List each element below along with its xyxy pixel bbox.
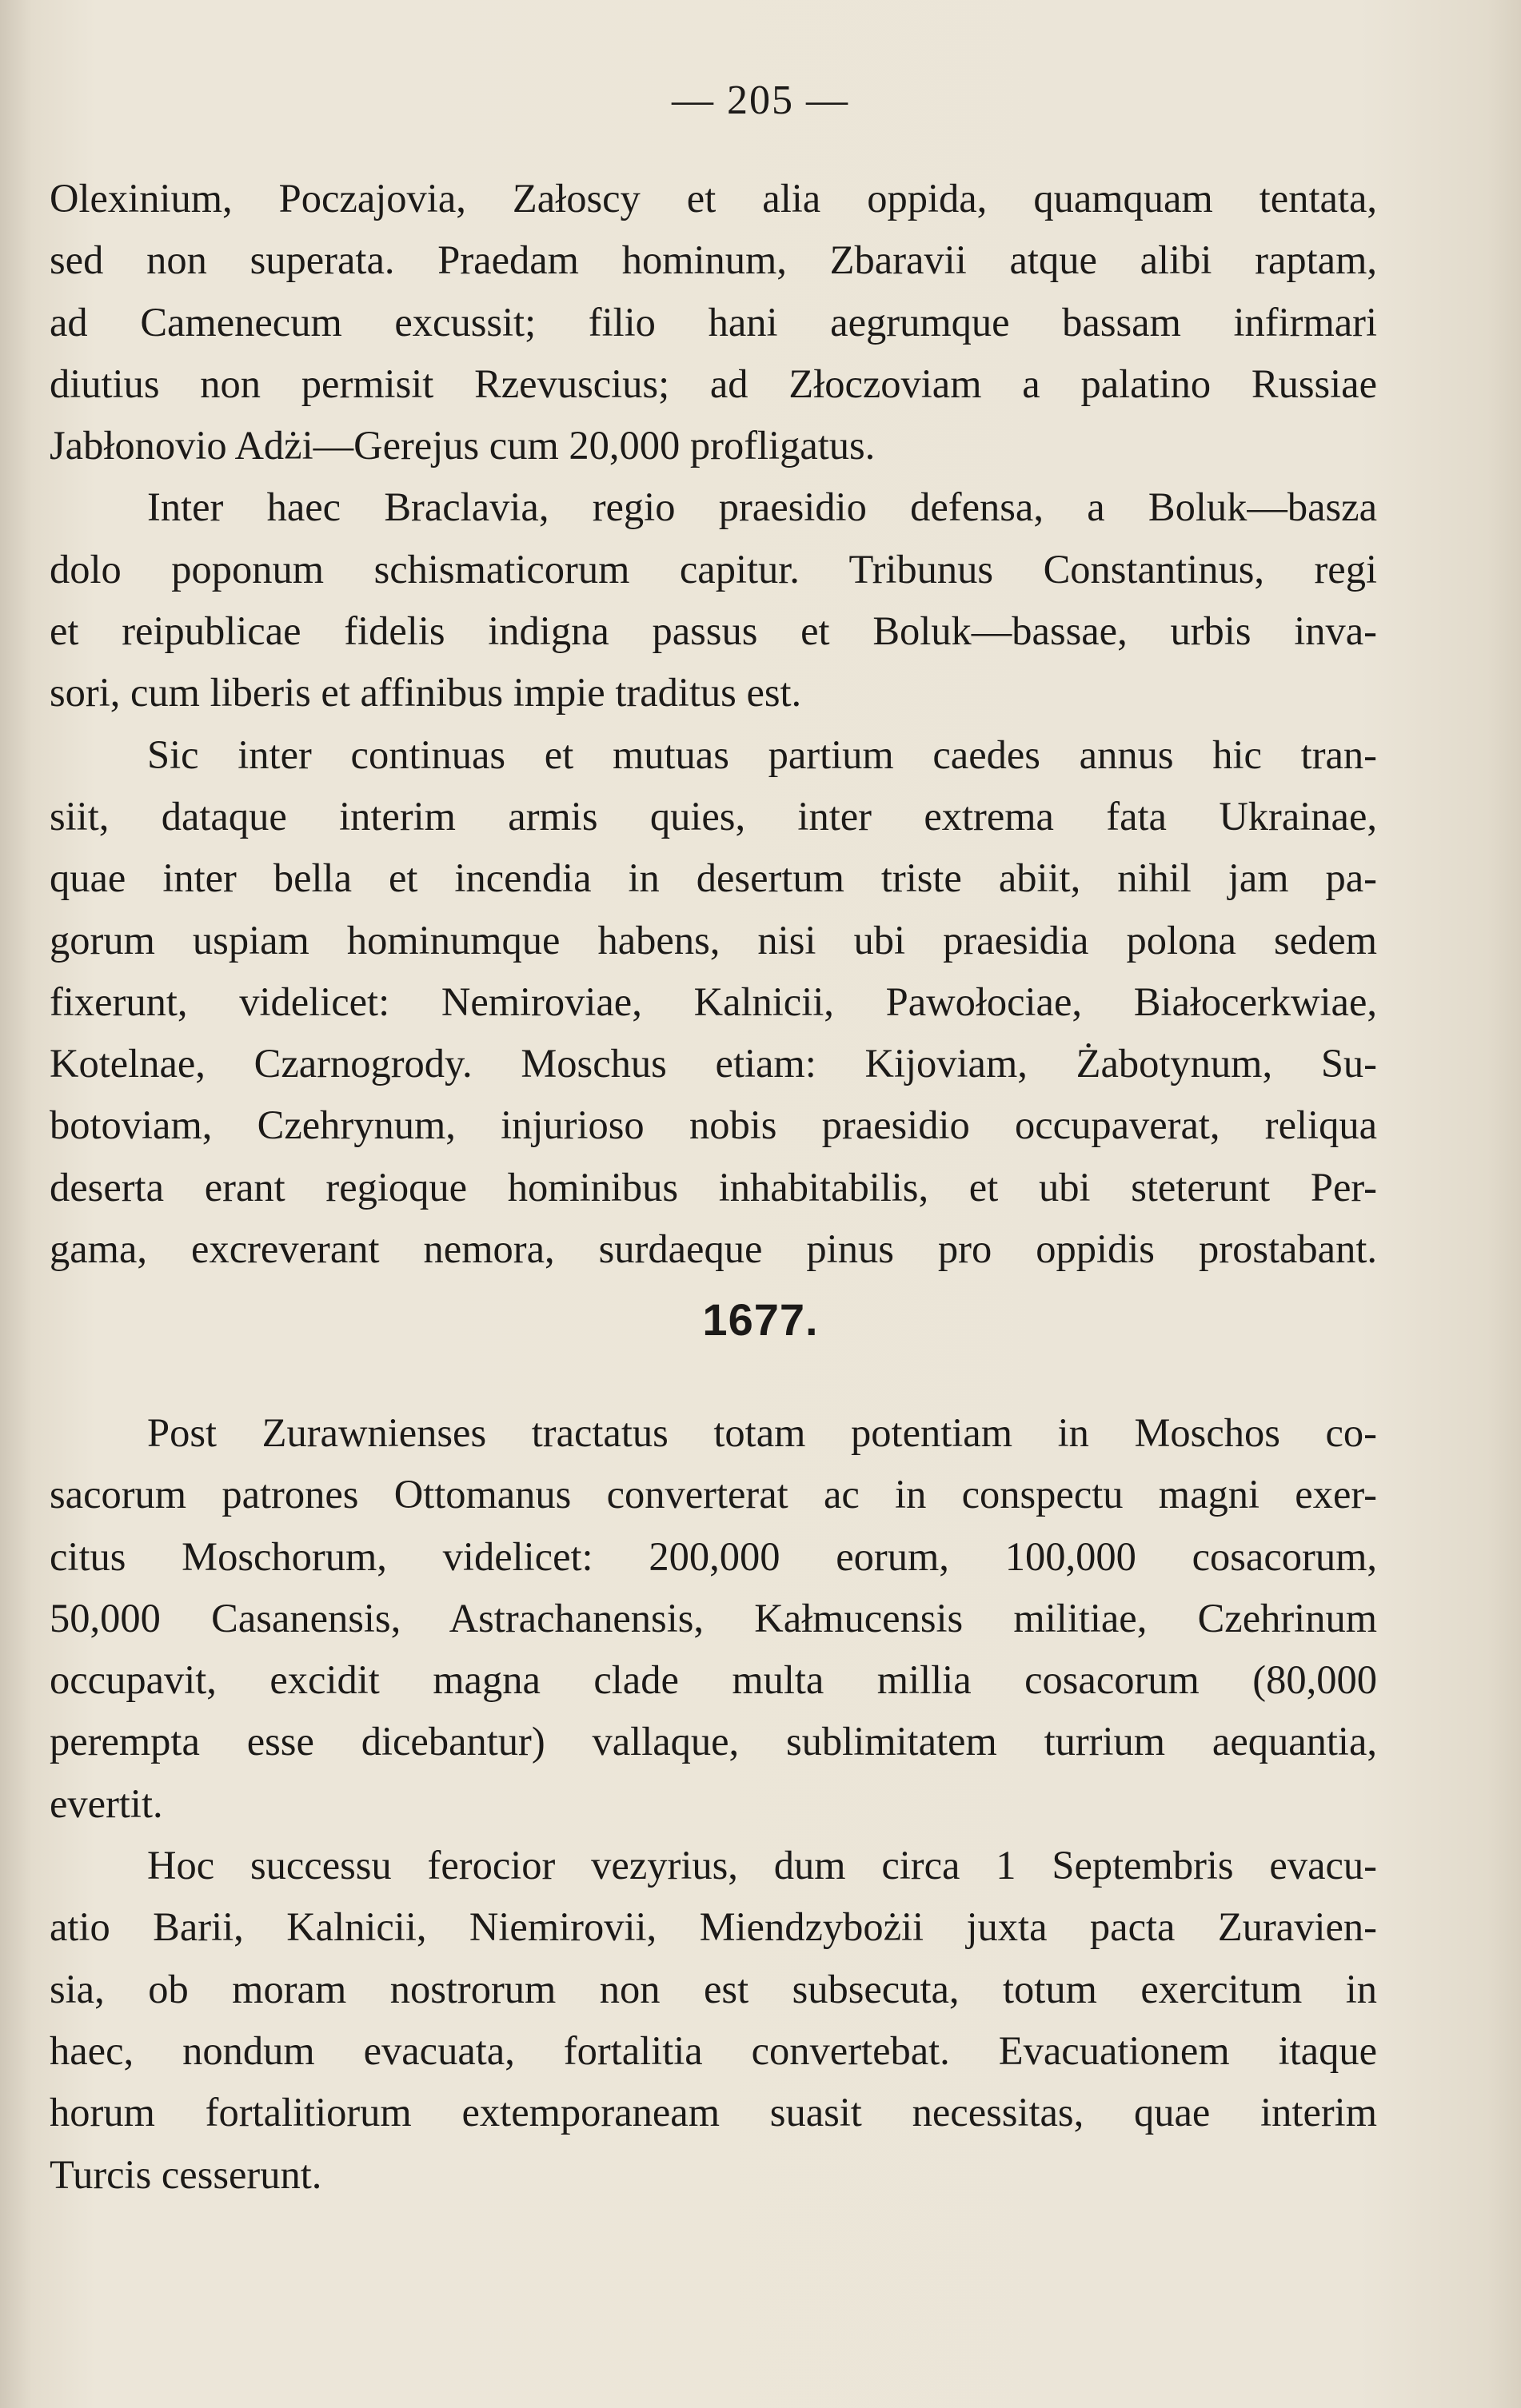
text-section-2 — [50, 1402, 1377, 2206]
text-line: sacorum patrones Ottomanus converterat ac in conspectu magni exer- — [50, 1472, 1377, 1517]
text-line: atio Barii, Kalnicii, Niemirovii, Miendzybożii juxta pacta Zuravien- — [50, 1904, 1377, 1950]
paragraph-start-line: Post Zurawnienses tractatus totam potentiam in Moschos co- — [147, 1410, 1377, 1455]
text-line: Turcis cesserunt. — [50, 2151, 322, 2197]
text-line: siit, dataque interim armis quies, inter extrema fata Ukrainae, — [50, 793, 1377, 839]
text-line: et reipublicae fidelis indigna passus et Boluk—bassae, urbis inva- — [50, 608, 1377, 654]
text-line: ad Camenecum excussit; filio hani aegrumque bassam infirmari — [50, 299, 1377, 345]
text-line: sori, cum liberis et affinibus impie traditus est. — [50, 670, 802, 716]
text-line: diutius non permisit Rzevuscius; ad Złoczoviam a palatino Russiae — [50, 361, 1377, 406]
paragraph-start-line: Sic inter continuas et mutuas partium caedes annus hic tran- — [147, 732, 1377, 777]
text-line: Kotelnae, Czarnogrody. Moschus etiam: Kijoviam, Żabotynum, Su- — [50, 1041, 1377, 1086]
paragraph-start-line: Hoc successu ferocior vezyrius, dum circa 1 Septembris evacu- — [147, 1843, 1377, 1888]
text-line: perempta esse dicebantur) vallaque, sublimitatem turrium aequantia, — [50, 1719, 1377, 1764]
text-line: gorum uspiam hominumque habens, nisi ubi praesidia polona sedem — [50, 917, 1377, 963]
text-line: occupavit, excidit magna clade multa millia cosacorum (80,000 — [50, 1657, 1377, 1703]
text-line: haec, nondum evacuata, fortalitia convertebat. Evacuationem itaque — [50, 2027, 1377, 2073]
text-line: dolo poponum schismaticorum capitur. Tribunus Constantinus, regi — [50, 546, 1377, 592]
text-line: citus Moschorum, videlicet: 200,000 eorum, 100,000 cosacorum, — [50, 1533, 1377, 1579]
text-line: deserta erant regioque hominibus inhabitabilis, et ubi steterunt Per- — [50, 1164, 1377, 1210]
text-line: sia, ob moram nostrorum non est subsecuta, totum exercitum in — [50, 1966, 1377, 2011]
year-heading: 1677. — [702, 1294, 819, 1345]
text-section-1 — [50, 168, 1377, 1280]
text-line: evertit. — [50, 1780, 163, 1826]
text-line: botoviam, Czehrynum, injurioso nobis praesidio occupaverat, reliqua — [50, 1102, 1377, 1148]
page-number: — 205 — — [672, 78, 849, 123]
text-line: fixerunt, videlicet: Nemiroviae, Kalnicii, Pawołociae, Białocerkwiae, — [50, 979, 1377, 1024]
text-line: horum fortalitiorum extemporaneam suasit necessitas, quae interim — [50, 2090, 1377, 2135]
text-line: Jabłonovio Adżi—Gerejus cum 20,000 profligatus. — [50, 423, 876, 468]
text-line: quae inter bella et incendia in desertum triste abiit, nihil jam pa- — [50, 855, 1377, 901]
text-line: gama, excreverant nemora, surdaeque pinus pro oppidis prostabant. — [50, 1226, 1377, 1272]
text-line: sed non superata. Praedam hominum, Zbaravii atque alibi raptam, — [50, 237, 1377, 283]
text-line: 50,000 Casanensis, Astrachanensis, Kałmucensis militiae, Czehrinum — [50, 1595, 1377, 1641]
text-line: Olexinium, Poczajovia, Załoscy et alia oppida, quamquam tentata, — [50, 176, 1377, 221]
paragraph-start-line: Inter haec Braclavia, regio praesidio defensa, a Boluk—basza — [147, 484, 1377, 530]
